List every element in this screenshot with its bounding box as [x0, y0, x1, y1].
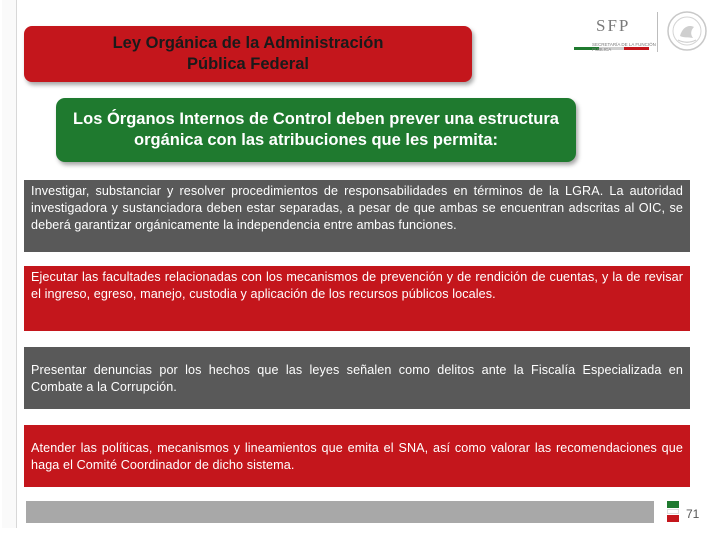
- mexican-seal-icon: [666, 10, 708, 52]
- left-margin-rule: [2, 0, 17, 528]
- list-item: Investigar, substanciar y resolver procedimientos de responsabilidades en términos de la LGRA. La autoridad investigadora y sustanciadora deben estar separadas, a pesar de que ambas se encuentran adscritas al OIC, se deberá garantizar orgánicamente la independencia entre ambas funciones.: [24, 180, 690, 252]
- page-title: Ley Orgánica de la Administración Pública Federal: [24, 26, 472, 82]
- list-item: Presentar denuncias por los hechos que las leyes señalen como delitos ante la Fiscalía Especializada en Combate a la Corrupción.: [24, 347, 690, 409]
- sfp-logo: [570, 10, 710, 60]
- section-subtitle: Los Órganos Internos de Control deben prever una estructura orgánica con las atribuciones que les permita:: [56, 98, 576, 162]
- flag-corner-icon: [662, 501, 684, 523]
- list-item: Ejecutar las facultades relacionadas con los mecanismos de prevención y de rendición de cuentas, y la de revisar el ingreso, egreso, manejo, custodia y aplicación de los recursos públicos locales.: [24, 266, 690, 331]
- sfp-logo-subline: SECRETARÍA DE LA FUNCIÓN PÚBLICA: [592, 42, 656, 52]
- sfp-logo-text: SFP: [596, 16, 631, 35]
- logo-divider: [657, 12, 658, 52]
- footer-bar: [26, 501, 654, 523]
- list-item: Atender las políticas, mecanismos y lineamientos que emita el SNA, así como valorar las recomendaciones que haga el Comité Coordinador de dicho sistema.: [24, 425, 690, 487]
- flag-bar: [574, 37, 650, 40]
- page-number: 71: [686, 507, 700, 521]
